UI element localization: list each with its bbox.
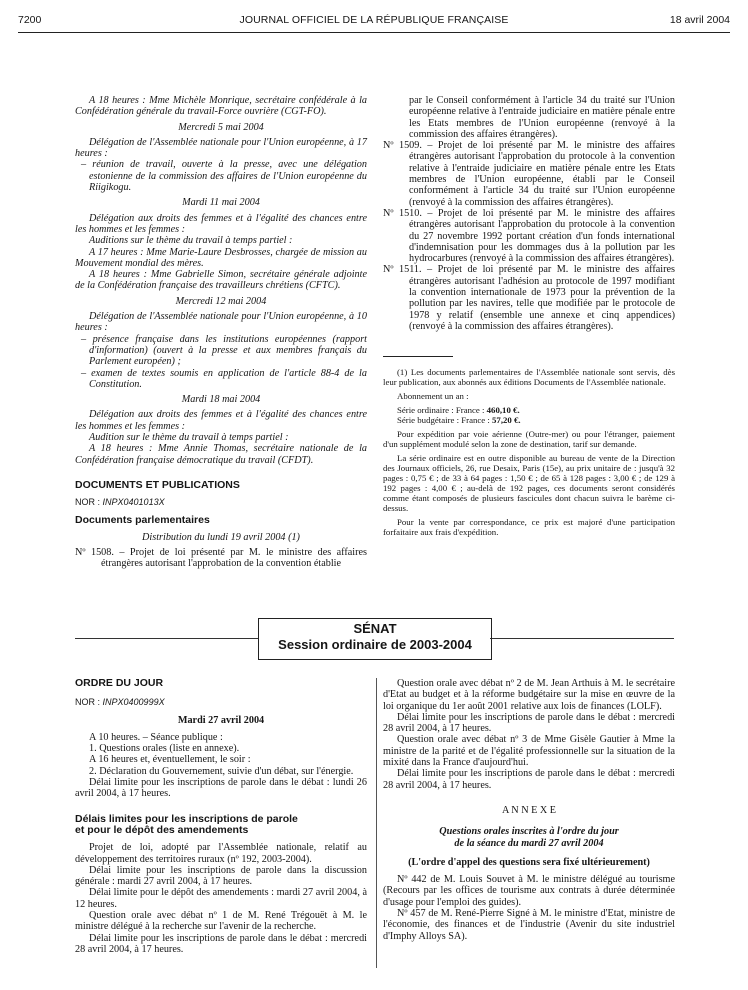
paragraph: Délai limite pour les inscriptions de parole dans la discussion générale : mardi 27 avril 2004, à 17 heures. <box>75 864 367 888</box>
subsection-title: et pour le dépôt des amendements <box>75 823 249 836</box>
call-order-note: (L'ordre d'appel des questions sera fixé ultérieurement) <box>408 856 650 868</box>
section-title: DOCUMENTS ET PUBLICATIONS <box>75 478 240 491</box>
bill-entry: Nº 1511. – Projet de loi présenté par M. le ministre des affaires étrangères autorisant l'adhésion au protocole de 1997 modifiant la convention internationale de 1973 pour la prévention de la pollution par les navires, telle que modifiée par le protocole de 1978 y relatif (ensemble une annexe et cinq appendices) (renvoyé à la commission des affaires étrangères). <box>383 264 675 332</box>
date-heading: Mardi 18 mai 2004 <box>181 394 261 406</box>
list-item: – présence française dans les institutions européennes (rapport d'information) (ouvert à la presse et aux membres français du Parlement européen) ; <box>81 333 367 368</box>
paragraph: Audition sur le thème du travail à temps partiel : <box>89 432 289 444</box>
price-line: Série budgétaire : France : 57,20 €. <box>397 415 521 426</box>
footnote: (1) Les documents parlementaires de l'Assemblée nationale sont servis, dès leur publication, aux abonnés aux éditions Documents de l'Assemblée nationale. <box>383 367 675 388</box>
footnote: Pour la vente par correspondance, ce prix est majoré d'une participation forfaitaire aux frais d'expédition. <box>383 517 675 538</box>
subsection-title: Documents parlementaires <box>75 513 210 526</box>
divider-right <box>490 638 674 639</box>
paragraph: Délai limite pour les inscriptions de parole dans le débat : mercredi 28 avril 2004, à 17 heures. <box>383 768 675 791</box>
date-heading: Mercredi 5 mai 2004 <box>178 121 264 133</box>
paragraph: Délai limite pour les inscriptions de parole dans le débat : mercredi 28 avril 2004, à 17 heures. <box>75 932 367 955</box>
nor-reference: NOR : INPX0400999X <box>75 697 165 708</box>
bill-entry: Nº 1509. – Projet de loi présenté par M. le ministre des affaires étrangères autorisant l'approbation du protocole à la convention relative à l'entraide judiciaire en matière pénale entre les Etats membres de l'Union européenne, établi par le Conseil conformément à l'article 34 du traité sur l'Union européenne (renvoyé à la commission des affaires étrangères). <box>383 140 675 208</box>
paragraph: Délai limite pour les inscriptions de parole dans le débat : lundi 26 avril 2004, à 17 heures. <box>75 777 367 800</box>
header-rule <box>18 32 730 33</box>
bill-entry: Nº 1508. – Projet de loi présenté par M. le ministre des affaires étrangères autorisant l'approbation de la convention établie <box>75 547 367 570</box>
footnote-rule <box>383 356 453 357</box>
paragraph: Question orale avec débat nº 1 de M. René Trégouët à M. le ministre délégué à la recherche sur l'avenir de la recherche. <box>75 910 367 933</box>
paragraph: Délégation aux droits des femmes et à l'égalité des chances entre les hommes et les femmes : <box>75 409 367 432</box>
right-column-top <box>383 95 675 537</box>
paragraph: A 18 heures : Mme Annie Thomas, secrétaire nationale de la Confédération française démocratique du travail (CFDT). <box>75 443 367 466</box>
paragraph: A 18 heures : Mme Michèle Monrique, secrétaire confédérale à la Confédération générale du travail-Force ouvrière (CGT-FO). <box>75 95 367 118</box>
question-entry: Nº 457 de M. René-Pierre Signé à M. le ministre d'Etat, ministre de l'économie, des finances et de l'industrie (Avenir du site industriel d'Imphy Alloys SA). <box>383 908 675 942</box>
page-header <box>18 14 730 30</box>
column-separator <box>376 678 377 968</box>
paragraph: A 18 heures : Mme Gabrielle Simon, secrétaire générale adjointe de la Confédération française des travailleurs chrétiens (CFTC). <box>75 269 367 292</box>
journal-title: JOURNAL OFFICIEL DE LA RÉPUBLIQUE FRANÇAISE <box>239 14 509 26</box>
paragraph: A 17 heures : Mme Marie-Laure Desbrosses, chargée de mission au Mouvement mondial des mères. <box>75 246 367 269</box>
section-title: ORDRE DU JOUR <box>75 677 164 689</box>
session-title: Session ordinaire de 2003-2004 <box>278 637 472 652</box>
paragraph: A 10 heures. – Séance publique : <box>89 731 223 743</box>
nor-reference: NOR : INPX0401013X <box>75 497 165 508</box>
date-heading: Mardi 11 mai 2004 <box>182 197 260 209</box>
left-column-bottom <box>75 678 367 955</box>
list-item: – examen de textes soumis en application de l'article 88-4 de la Constitution. <box>81 367 367 390</box>
senat-header-box <box>258 618 492 660</box>
bill-entry: Nº 1510. – Projet de loi présenté par M. le ministre des affaires étrangères autorisant l'approbation du protocole à la convention du 27 novembre 1992 portant création d'un fonds international d'indemnisation pour les dommages dus à la pollution par les hydrocarbures (renvoyé à la commission des affaires étrangères). <box>383 207 675 265</box>
date-heading: Mardi 27 avril 2004 <box>177 714 265 726</box>
paragraph: Délégation de l'Assemblée nationale pour l'Union européenne, à 17 heures : <box>75 136 367 160</box>
paragraph: Auditions sur le thème du travail à temps partiel : <box>89 235 293 247</box>
annex-subtitle: Questions orales inscrites à l'ordre du jour <box>439 826 619 838</box>
divider-left <box>75 638 258 639</box>
header-date: 18 avril 2004 <box>669 14 730 26</box>
annex-title: A N N E X E <box>501 804 557 816</box>
date-heading: Mercredi 12 mai 2004 <box>175 295 267 307</box>
paragraph: Question orale avec débat nº 3 de Mme Gisèle Gautier à Mme la ministre de la parité et de l'égalité professionnelle sur la situation de la mixité dans la France d'aujourd'hui. <box>383 734 675 769</box>
question-entry: Nº 442 de M. Louis Souvet à M. le ministre délégué au tourisme (Recours par les offices de tourisme aux contrats à durée déterminée d'usage pour l'emploi des guides). <box>383 874 675 908</box>
footnote: Abonnement un an : <box>397 391 469 402</box>
paragraph: Délégation de l'Assemblée nationale pour l'Union européenne, à 10 heures : <box>75 311 367 334</box>
paragraph: Projet de loi, adopté par l'Assemblée nationale, relatif au développement des territoires ruraux (nº 192, 2003-2004). <box>75 842 367 865</box>
distribution-date: Distribution du lundi 19 avril 2004 (1) <box>142 531 300 543</box>
senat-title: SÉNAT <box>353 621 397 636</box>
page-number: 7200 <box>18 14 42 26</box>
bill-entry-continued: par le Conseil conformément à l'article 34 du traité sur l'Union européenne relative à l'entraide judiciaire en matière pénale entre les Etats membres de l'Union européenne (renvoyé à la commission des affaires étrangères). <box>409 95 675 140</box>
footnote: Pour expédition par voie aérienne (Outre-mer) ou pour l'étranger, paiement d'un supplément modulé selon la zone de destination, tarif sur demande. <box>383 429 675 450</box>
footnote: La série ordinaire est en outre disponible au bureau de vente de la Direction des Journaux officiels, 26, rue Desaix, Paris (15e), au prix unitaire de : jusqu'à 32 pages : 0,75 € ; de 33 à 64 pages : 1,50 € ; de 65 à 128 pages : 3,00 € ; de 129 à 192 pages : 4,00 € ; au-delà de 192 pages, ces documents seront considérés comme étant composés de plusieurs fascicules dont chacun suivra le barème ci-dessus. <box>383 453 675 514</box>
list-item: – réunion de travail, ouverte à la presse, avec une délégation estonienne de la commission des affaires de l'Union européenne du Riigikogu. <box>81 159 367 194</box>
price-line: Série ordinaire : France : 460,10 €. <box>397 405 520 416</box>
subsection-title: Délais limites pour les inscriptions de parole <box>75 812 298 825</box>
paragraph: Question orale avec débat nº 2 de M. Jean Arthuis à M. le secrétaire d'Etat au budget et à la réforme budgétaire sur la mise en œuvre de la loi organique du 1er août 2001 relative aux lois de finances (LOLF). <box>383 678 675 712</box>
paragraph: Délai limite pour le dépôt des amendements : mardi 27 avril 2004, à 12 heures. <box>75 887 367 910</box>
paragraph: A 16 heures et, éventuellement, le soir : <box>89 754 251 766</box>
paragraph: Délai limite pour les inscriptions de parole dans le débat : mercredi 28 avril 2004, à 17 heures. <box>383 711 675 735</box>
left-column-top <box>75 95 367 570</box>
annex-subtitle: de la séance du mardi 27 avril 2004 <box>454 837 604 849</box>
list-item: 1. Questions orales (liste en annexe). <box>89 743 240 755</box>
paragraph: Délégation aux droits des femmes et à l'égalité des chances entre les hommes et les femmes : <box>75 212 367 235</box>
list-item: 2. Déclaration du Gouvernement, suivie d'un débat, sur l'énergie. <box>89 765 354 777</box>
right-column-bottom <box>383 678 675 942</box>
